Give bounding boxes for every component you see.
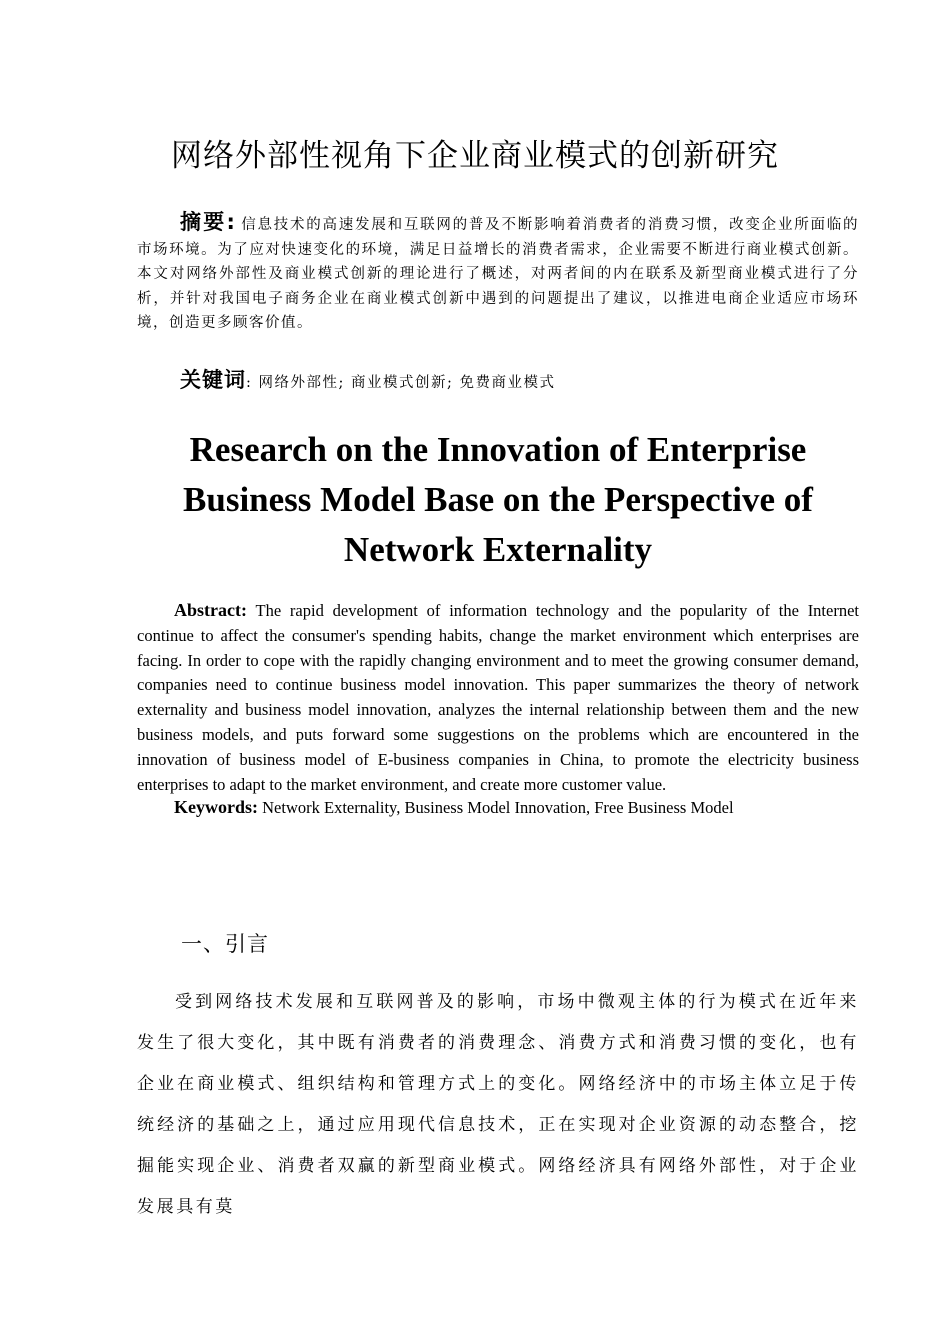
chinese-abstract-text: 信息技术的高速发展和互联网的普及不断影响着消费者的消费习惯，改变企业所面临的市场环境。为了应对快速变化的环境，满足日益增长的消费者需求，企业需要不断进行商业模式创新。本文对网络外部性及商业模式创新的理论进行了概述，对两者间的内在联系及新型商业模式进行了分析，并针对我国电子商务企业在商业模式创新中遇到的问题提出了建议，以推进电商企业适应市场环境，创造更多顾客价值。: [137, 217, 859, 331]
chinese-keywords-text: : 网络外部性; 商业模式创新; 免费商业模式: [246, 375, 556, 391]
section-heading-introduction: 一、引言: [181, 932, 269, 956]
english-keywords-text: Network Externality, Business Model Innovation, Free Business Model: [262, 798, 734, 817]
english-abstract-label: Abstract:: [174, 600, 247, 620]
chinese-abstract-label: 摘要:: [180, 210, 237, 234]
english-title: Research on the Innovation of Enterprise Business Model Base on the Perspective of Network Externality: [183, 430, 813, 569]
english-keywords-label: Keywords:: [174, 797, 258, 817]
chinese-title: 网络外部性视角下企业商业模式的创新研究: [171, 138, 779, 174]
english-abstract-text: The rapid development of information technology and the popularity of the Internet continue to affect the consumer's spending habits, change the market environment which enterprises are facing. In order to cope with the rapidly changing environment and to meet the growing consumer demand, companies need to continue business model innovation. This paper summarizes the theory of network externality and business model innovation, analyzes the internal relationship between them and the new business models, and puts forward some suggestions on the problems which are encountered in the innovation of business model of E-business companies in China, to promote the electricity business enterprises to adapt to the market environment, and create more customer value.: [137, 601, 859, 794]
english-keywords: [174, 797, 859, 818]
chinese-keywords: [180, 364, 860, 394]
chinese-abstract: [137, 210, 859, 336]
chinese-keywords-label: 关键词: [180, 368, 246, 392]
english-abstract: [137, 598, 859, 797]
introduction-paragraph: 受到网络技术发展和互联网普及的影响，市场中微观主体的行为模式在近年来发生了很大变化，其中既有消费者的消费理念、消费方式和消费习惯的变化，也有企业在商业模式、组织结构和管理方式上的变化。网络经济中的市场主体立足于传统经济的基础之上，通过应用现代信息技术，正在实现对企业资源的动态整合，挖掘能实现企业、消费者双赢的新型商业模式。网络经济具有网络外部性，对于企业发展具有莫: [137, 992, 859, 1217]
